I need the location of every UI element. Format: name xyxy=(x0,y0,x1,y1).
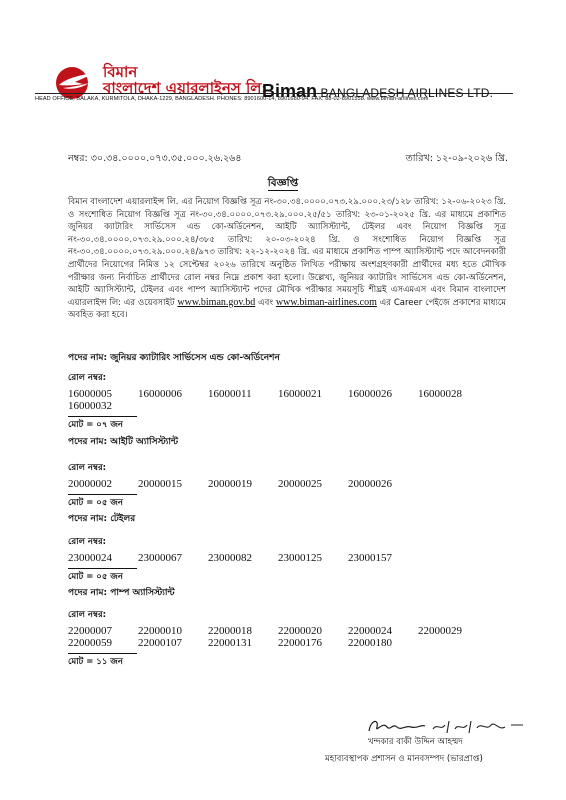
roll-list xyxy=(68,478,518,490)
post-title: পদের নাম: আইটি অ্যাসিস্ট্যান্ট xyxy=(68,437,179,447)
roll-number: 20000019 xyxy=(208,478,252,490)
section-junior-catering xyxy=(68,350,518,432)
biman-logo-icon xyxy=(55,66,99,100)
notice-date: তারিখ: ১২-০৯-২০২৬ খ্রি. xyxy=(405,153,508,164)
roll-number: 20000002 xyxy=(68,478,112,490)
roll-number: 23000067 xyxy=(138,552,182,564)
roll-list xyxy=(68,625,518,649)
website-link-biman-airlines[interactable]: www.biman-airlines.com xyxy=(275,296,377,308)
roll-label: রোল নম্বর: xyxy=(68,537,107,547)
roll-number: 22000180 xyxy=(348,637,392,649)
roll-label: রোল নম্বর: xyxy=(68,373,107,383)
roll-number: 22000010 xyxy=(138,625,182,637)
letterhead xyxy=(55,64,525,114)
roll-number: 22000131 xyxy=(208,637,252,649)
roll-label: রোল নম্বর: xyxy=(68,463,107,473)
roll-number: 16000006 xyxy=(138,388,182,400)
brand-name-biman: Biman xyxy=(262,81,318,101)
brand-name-bengali-line2: বাংলাদেশ এয়ারলাইনস লি: xyxy=(103,79,267,97)
website-link-biman-gov[interactable]: www.biman.gov.bd xyxy=(177,296,256,308)
roll-list xyxy=(68,552,518,564)
roll-number: 22000107 xyxy=(138,637,182,649)
total-count: মোট = ০৫ জন xyxy=(68,494,137,510)
section-pump-assistant xyxy=(68,585,518,669)
total-count: মোট = ১১ জন xyxy=(68,653,137,669)
total-count: মোট = ০৫ জন xyxy=(68,568,137,584)
body-text-part3: এর Career পেইজে প্রকাশের মাধ্যমে অবহিত করা হবে। xyxy=(68,297,506,321)
signatory-name: খন্দকার বাকী উদ্দিন আহম্মদ xyxy=(368,737,463,747)
roll-label: রোল নম্বর: xyxy=(68,610,107,620)
roll-number: 16000028 xyxy=(418,388,462,400)
notice-title-text: বিজ্ঞপ্তি xyxy=(267,177,299,189)
letterhead-divider xyxy=(35,93,513,94)
roll-number: 16000026 xyxy=(348,388,392,400)
roll-number: 22000007 xyxy=(68,625,112,637)
section-tailor xyxy=(68,511,518,584)
post-title: পদের নাম: পাম্প অ্যাসিস্ট্যান্ট xyxy=(68,588,175,598)
notice-title xyxy=(0,176,566,193)
roll-number: 22000029 xyxy=(418,625,462,637)
notice-body xyxy=(68,196,506,322)
total-count: মোট = ০৭ জন xyxy=(68,416,137,432)
roll-number: 23000125 xyxy=(278,552,322,564)
roll-number: 22000020 xyxy=(278,625,322,637)
roll-number: 16000011 xyxy=(208,388,252,400)
roll-number: 16000032 xyxy=(68,400,112,412)
post-title: পদের নাম: জুনিয়র ক্যাটারিং সার্ভিসেস এন্ড কো-অর্ডিনেশন xyxy=(68,353,280,363)
brand-name-bengali-line1: বিমান xyxy=(103,63,138,81)
roll-number: 23000024 xyxy=(68,552,112,564)
brand-name-rest: BANGLADESH AIRLINES LTD. xyxy=(317,86,494,100)
roll-number: 23000157 xyxy=(348,552,392,564)
head-office-address: HEAD OFFICE, BALAKA, KURMITOLA, DHAKA-1229, BANGLADESH. PHONES: 8901600-14, 8901680-94. FAX: 88-02-8901558. www.biman-airlines.com xyxy=(35,96,429,102)
roll-number: 16000021 xyxy=(278,388,322,400)
roll-number: 22000024 xyxy=(348,625,392,637)
roll-number: 23000082 xyxy=(208,552,252,564)
post-title: পদের নাম: টেইলর xyxy=(68,514,136,524)
signatory-title: মহাব্যবস্থাপক প্রশাসন ও মানবসম্পদ (ভারপ্রাপ্ত) xyxy=(325,754,483,764)
body-text-part1: বিমান বাংলাদেশ এয়ারলাইন্স লি. এর নিয়োগ বিজ্ঞপ্তি সূত্র নং-৩০.৩৪.০০০০.০৭৩.২৯.০০০.২৩/১২৮ তারিখ: ১২-০৬-২০২৩ খ্রি. ও সংশোধিত নিয়োগ বিজ্ঞপ্তি সূত্র নং-৩০.৩৪.০০০০.০৭৩.২৯.০০০.২৫/৫১ তারিখ: ২৩-০১-২০২৫ খ্রি. এর মাধ্যমে প্রকাশিত জুনিয়র ক্যাটারিং সার্ভিসেস এন্ড কো-অর্ডিনেশন, আইটি অ্যাসিস্ট্যান্ট, টেইলর এবং নিয়োগ বিজ্ঞপ্তি সূত্র নং-৩০.৩৪.০০০০.০৭৩.২৯.০০০.২৪/৩৮৫ তারিখ: ২০-০৩-২০২৪ খ্রি. ও সংশোধিত নিয়োগ বিজ্ঞপ্তি সূত্র নং-৩০.৩৪.০০০০.০৭৩.২৯.০০০.২৪/৯৭৩ তারিখ: ২২-১২-২০২৪ খ্রি. এর মাধ্যমে প্রকাশিত পাম্প অ্যাসিস্ট্যান্ট পদে আবেদনকারী প্রার্থীদের নিয়োগের নিমিত্ত ১২ সেপ্টেম্বর ২০২৬ তারিখে অনুষ্ঠিত লিখিত পরীক্ষায় অংশগ্রহণকারী প্রার্থীদের মধ্য হতে মৌখিক পরীক্ষার জন্য নির্বাচিত প্রার্থীদের রোল নম্বর নিম্নে প্রকাশ করা হলো। উল্লেখ্য, জুনিয়র ক্যাটারিং সার্ভিসেস এন্ড কো-অর্ডিনেশন, আইটি অ্যাসিস্ট্যান্ট, টেইলর এবং পাম্প অ্যাসিস্ট্যান্ট পদের মৌখিক পরীক্ষার সময়সূচি শীঘ্রই এসএমএস এবং বিমান বাংলাদেশ এয়ারলাইন্স লি: এর ওয়েবসাইট xyxy=(68,197,506,308)
roll-number: 20000025 xyxy=(278,478,322,490)
roll-number: 22000176 xyxy=(278,637,322,649)
body-text-part2: এবং xyxy=(258,297,274,308)
roll-number: 16000005 xyxy=(68,388,112,400)
brand-name-bengali xyxy=(103,64,267,96)
roll-number: 20000026 xyxy=(348,478,392,490)
roll-number: 20000015 xyxy=(138,478,182,490)
roll-number: 22000018 xyxy=(208,625,252,637)
section-it-assistant xyxy=(68,434,518,510)
roll-number: 22000059 xyxy=(68,637,112,649)
reference-number: নম্বর: ৩০.৩৪.০০০০.০৭৩.৩৫.০০০.২৬.২৬৪ xyxy=(68,153,242,164)
roll-list xyxy=(68,388,518,412)
